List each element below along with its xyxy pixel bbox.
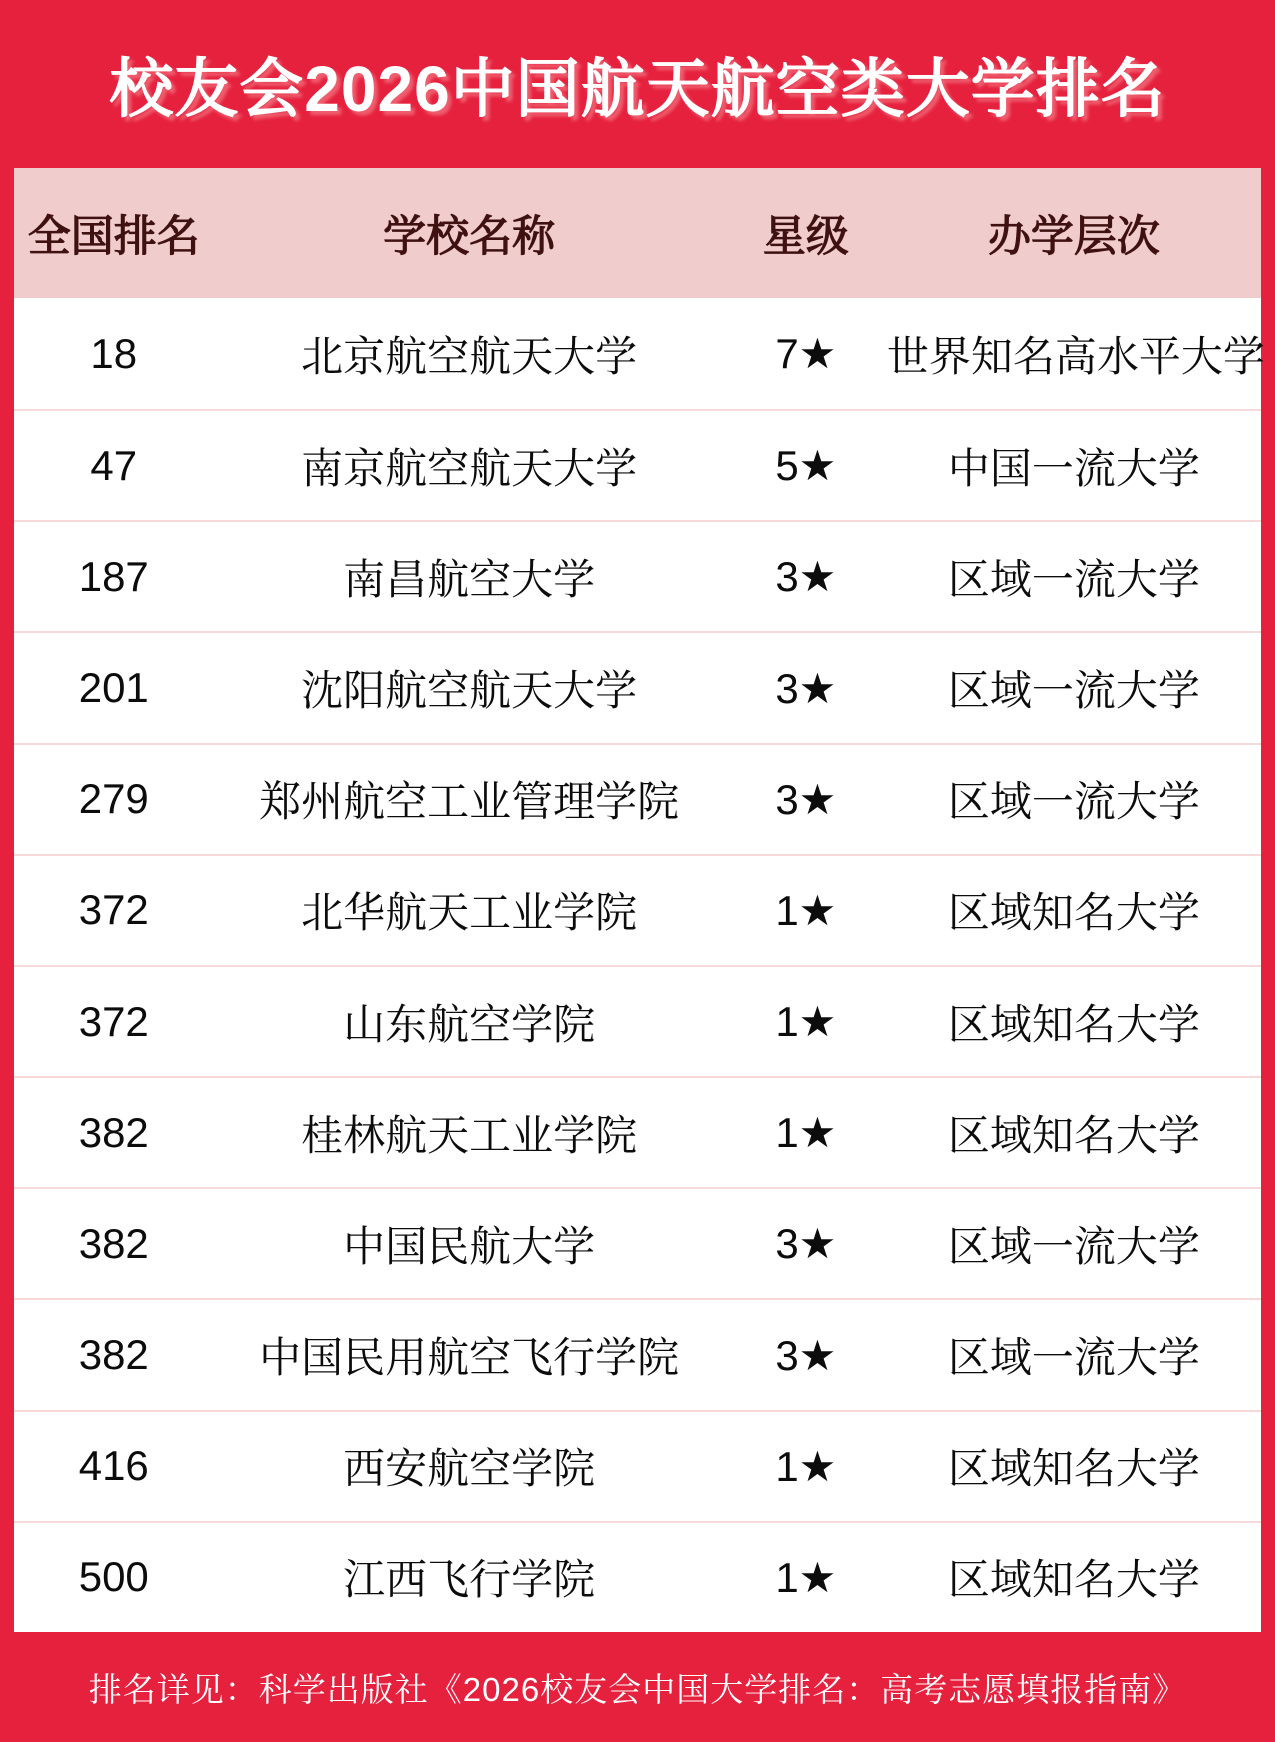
title-band (0, 0, 1275, 168)
school-name-cell: 中国民用航空飞行学院 (259, 1334, 680, 1382)
rank-cell: 382 (78, 1331, 149, 1379)
star-rating-cell: 1★ (775, 1109, 837, 1157)
table-header-row (14, 168, 1261, 298)
table-row (14, 520, 1261, 631)
table-row (14, 743, 1261, 854)
school-name-cell: 北京航空航天大学 (301, 332, 638, 380)
rank-cell: 382 (78, 1219, 149, 1267)
rank-cell: 279 (78, 775, 149, 823)
star-rating-cell: 1★ (775, 1442, 837, 1490)
page-title: 校友会2026中国航天航空类大学排名 (109, 53, 1166, 125)
table-row (14, 631, 1261, 742)
school-name-cell: 郑州航空工业管理学院 (259, 778, 680, 826)
education-level-cell: 区域知名大学 (947, 889, 1200, 937)
star-rating-cell: 3★ (775, 664, 837, 712)
star-rating-cell: 3★ (775, 775, 837, 823)
table-row (14, 409, 1261, 520)
table-row (14, 1298, 1261, 1409)
footer-note: 排名详见：科学出版社《2026校友会中国大学排名：高考志愿填报指南》 (88, 1670, 1187, 1708)
column-header-star-rating: 星级 (762, 212, 849, 261)
education-level-cell: 区域知名大学 (947, 1111, 1200, 1159)
star-rating-cell: 3★ (775, 553, 837, 601)
rank-cell: 382 (78, 1108, 149, 1156)
education-level-cell: 区域知名大学 (947, 1556, 1200, 1604)
education-level-cell: 区域一流大学 (947, 667, 1200, 715)
table-body (14, 298, 1265, 1632)
education-level-cell: 区域知名大学 (947, 1000, 1200, 1048)
rank-cell: 416 (78, 1442, 149, 1490)
education-level-cell: 区域一流大学 (947, 778, 1200, 826)
school-name-cell: 沈阳航空航天大学 (301, 667, 638, 715)
school-name-cell: 江西飞行学院 (343, 1556, 596, 1604)
school-name-cell: 中国民航大学 (343, 1222, 596, 1270)
star-rating-cell: 7★ (775, 330, 837, 378)
table-row (14, 854, 1261, 965)
school-name-cell: 南京航空航天大学 (301, 444, 638, 492)
education-level-cell: 区域一流大学 (947, 1222, 1200, 1270)
star-rating-cell: 5★ (775, 442, 837, 490)
column-header-school-name: 学校名称 (383, 212, 556, 261)
education-level-cell: 区域一流大学 (947, 1334, 1200, 1382)
education-level-cell: 中国一流大学 (947, 444, 1200, 492)
star-rating-cell: 1★ (775, 998, 837, 1046)
school-name-cell: 桂林航天工业学院 (301, 1111, 638, 1159)
education-level-cell: 区域一流大学 (947, 555, 1200, 603)
column-header-education-level: 办学层次 (987, 212, 1160, 261)
school-name-cell: 山东航空学院 (343, 1000, 596, 1048)
rank-cell: 372 (78, 997, 149, 1045)
star-rating-cell: 1★ (775, 1553, 837, 1601)
education-level-cell: 世界知名高水平大学 (886, 332, 1265, 380)
column-header-national-rank: 全国排名 (27, 212, 200, 261)
rank-cell: 18 (90, 329, 138, 377)
school-name-cell: 西安航空学院 (343, 1445, 596, 1493)
table-row (14, 1521, 1261, 1632)
rank-cell: 201 (78, 664, 149, 712)
ranking-table (14, 168, 1265, 1632)
table-row (14, 1076, 1261, 1187)
table-row (14, 965, 1261, 1076)
rank-cell: 372 (78, 886, 149, 934)
school-name-cell: 南昌航空大学 (343, 555, 596, 603)
education-level-cell: 区域知名大学 (947, 1445, 1200, 1493)
table-row (14, 1410, 1261, 1521)
school-name-cell: 北华航天工业学院 (301, 889, 638, 937)
star-rating-cell: 3★ (775, 1331, 837, 1379)
star-rating-cell: 3★ (775, 1220, 837, 1268)
rank-cell: 187 (78, 552, 149, 600)
rank-cell: 500 (78, 1553, 149, 1601)
rank-cell: 47 (90, 441, 138, 489)
star-rating-cell: 1★ (775, 886, 837, 934)
table-row (14, 298, 1265, 409)
footer-band (0, 1632, 1275, 1742)
table-row (14, 1187, 1261, 1298)
